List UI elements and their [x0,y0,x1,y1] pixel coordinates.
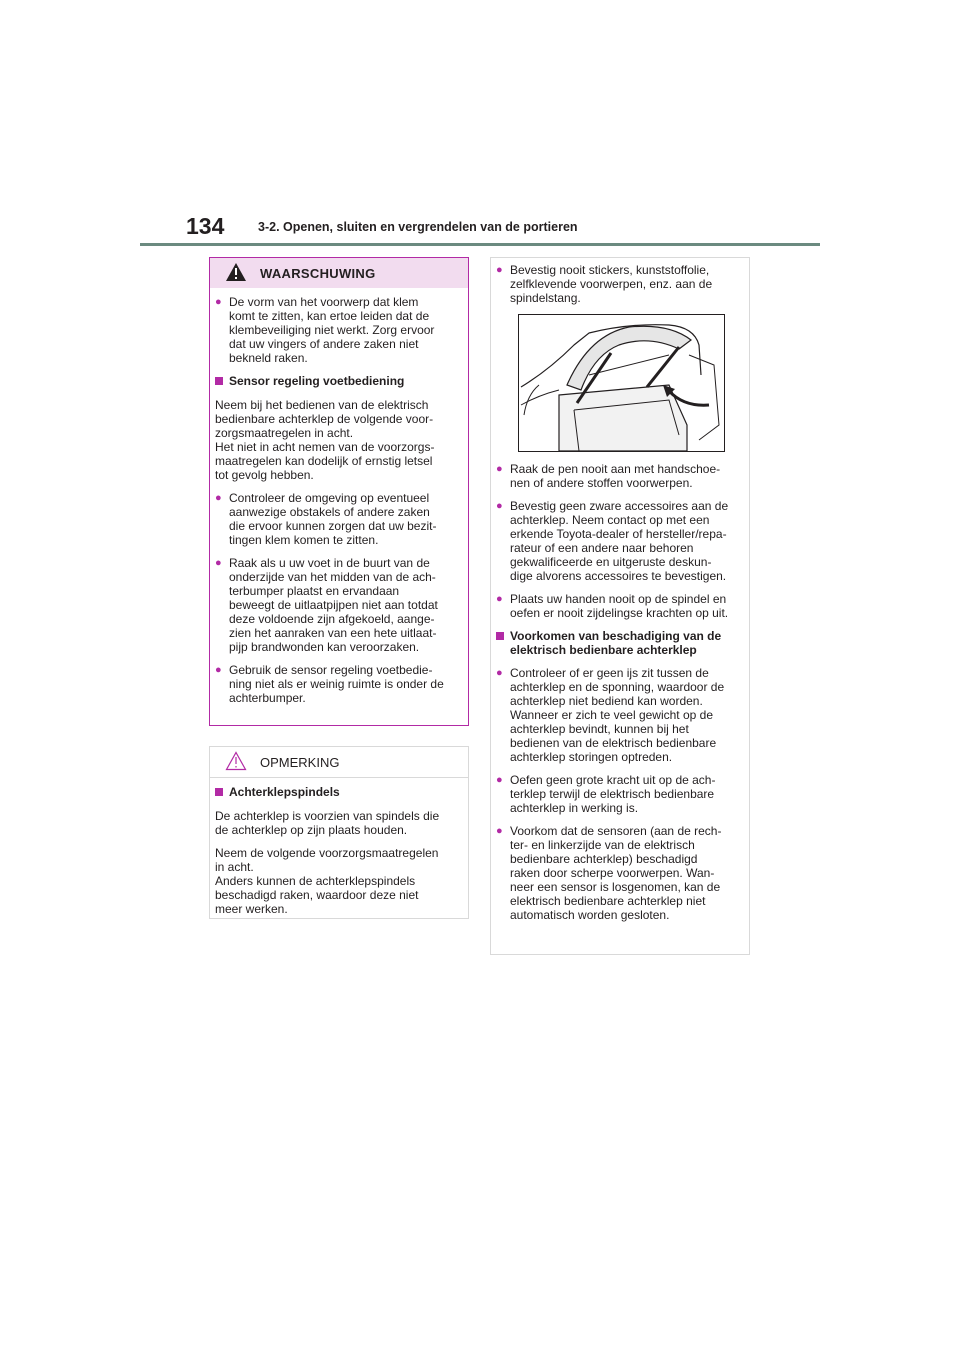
paragraph: De achterklep is voorzien van spindels die de achterklep op zijn plaats houden. [215,809,440,837]
bullet-item [215,295,462,365]
warning-box [209,257,469,726]
circle-bullet-icon: ● [215,664,222,676]
bullet-text: Controleer de omgeving op eventueel aanwezige obstakels of andere zaken die ervoor kunnen zorgen dat uw bezit- tingen klem komen te zitten. [229,491,437,547]
circle-bullet-icon: ● [496,593,503,605]
bullet-item [215,491,462,547]
note-title: OPMERKING [260,755,340,770]
warning-content [210,288,468,705]
warning-title: WAARSCHUWING [260,266,376,281]
bullet-text: Raak de pen nooit aan met handschoe- nen of andere stoffen voorwerpen. [510,462,721,490]
bullet-text: Raak als u uw voet in de buurt van de onderzijde van het midden van de ach- terbumper plaatst en ervandaan beweegt de uitlaatpijpen niet aan totdat deze voldoende zijn afgekoeld, aange- zien het aanraken van een hete uitlaat- pijp brandwonden kan veroorzaken. [229,556,438,654]
circle-bullet-icon: ● [215,296,222,308]
subheading [215,785,462,800]
bullet-text: Bevestig nooit stickers, kunststoffolie, zelfklevende voorwerpen, enz. aan de spindelstang. [510,263,713,305]
square-bullet-icon [215,785,229,800]
right-column-box [490,257,750,955]
subheading [215,374,462,389]
bullet-text: Voorkom dat de sensoren (aan de rech- ter- en linkerzijde van de elektrisch bedienbare achterklep) beschadigd raken door scherpe voorwerpen. Wan- neer een sensor is losgenomen, kan de elektrisch bedienbare achterklep niet automatisch worden gesloten. [510,824,722,922]
square-bullet-icon [215,374,229,389]
bullet-item [496,824,743,922]
page-number: 134 [186,213,225,239]
warning-triangle-icon [225,262,247,282]
circle-bullet-icon: ● [215,557,222,569]
tailgate-spindle-illustration [518,314,725,452]
section-title: 3-2. Openen, sluiten en vergrendelen van de portieren [258,220,578,234]
square-bullet-icon [496,629,510,657]
bullet-item [496,666,743,764]
bullet-text: Bevestig geen zware accessoires aan de achterklep. Neem contact op met een erkende Toyota-dealer of hersteller/repa- rateur of een andere naar behoren gekwalificeerde en uitgeruste deskun- dige alvorens accessoires te bevestigen. [510,499,729,583]
circle-bullet-icon: ● [496,774,503,786]
caution-outline-triangle-icon [225,751,247,771]
bullet-item [215,663,462,705]
bullet-text: Gebruik de sensor regeling voetbedie- ning niet als er weinig ruimte is onder de achterbumper. [229,663,444,705]
bullet-item [496,592,743,620]
circle-bullet-icon: ● [496,463,503,475]
bullet-item [215,556,462,654]
subheading [496,629,743,657]
circle-bullet-icon: ● [496,667,503,679]
bullet-item [496,499,743,583]
subheading-text: Achterklepspindels [229,785,340,799]
paragraph: Neem bij het bedienen van de elektrisch bedienbare achterklep de volgende voor- zorgsmaatregelen in acht. Het niet in acht nemen van de voorzorgs- maatregelen kan dodelijk of ernstig letsel tot gevolg hebben. [215,398,435,482]
subheading-text: Voorkomen van beschadiging van de elektrisch bedienbare achterklep [510,629,722,657]
circle-bullet-icon: ● [496,825,503,837]
bullet-text: De vorm van het voorwerp dat klem komt te zitten, kan ertoe leiden dat de klembeveiliging niet werkt. Zorg ervoor dat uw vingers of andere zaken niet bekneld raken. [229,295,435,365]
circle-bullet-icon: ● [496,500,503,512]
circle-bullet-icon: ● [496,264,503,276]
header-rule [140,243,820,246]
right-column-content [491,258,749,922]
note-content [210,778,468,916]
paragraph: Neem de volgende voorzorgsmaatregelen in acht. Anders kunnen de achterklepspindels beschadigd raken, waardoor deze niet meer werken. [215,846,439,916]
bullet-item [496,263,743,305]
bullet-item [496,773,743,815]
subheading-text: Sensor regeling voetbediening [229,374,405,388]
tailgate-illustration-image [519,315,724,451]
bullet-text: Controleer of er geen ijs zit tussen de achterklep en de sponning, waardoor de achterklep niet bediend kan worden. Wanneer er zich te veel gewicht op de achterklep bevindt, kunnen bij het bedienen van de elektrisch bedienbare achterklep storingen optreden. [510,666,725,764]
bullet-text: Plaats uw handen nooit op de spindel en oefen er nooit zijdelingse krachten op uit. [510,592,729,620]
circle-bullet-icon: ● [215,492,222,504]
bullet-text: Oefen geen grote kracht uit op de ach- terklep terwijl de elektrisch bedienbare achterklep in werking is. [510,773,716,815]
bullet-item [496,462,743,490]
note-header [210,747,468,778]
warning-header [210,258,468,288]
note-box [209,746,469,919]
